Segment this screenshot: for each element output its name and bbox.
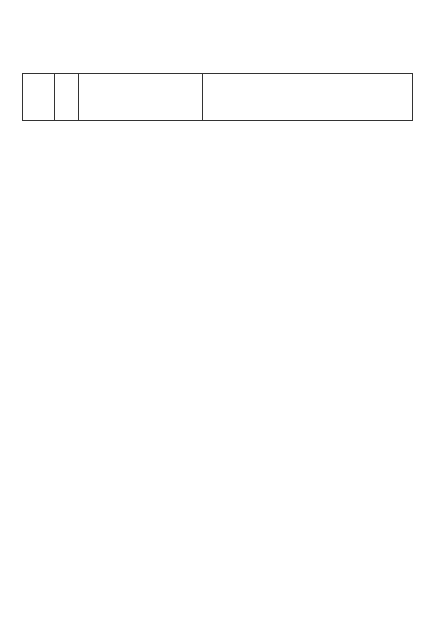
col-header-number (23, 74, 55, 121)
measurements-table (22, 73, 413, 121)
col-header-drawing (55, 74, 79, 121)
col-header-value (203, 74, 413, 121)
col-header-name (79, 74, 203, 121)
